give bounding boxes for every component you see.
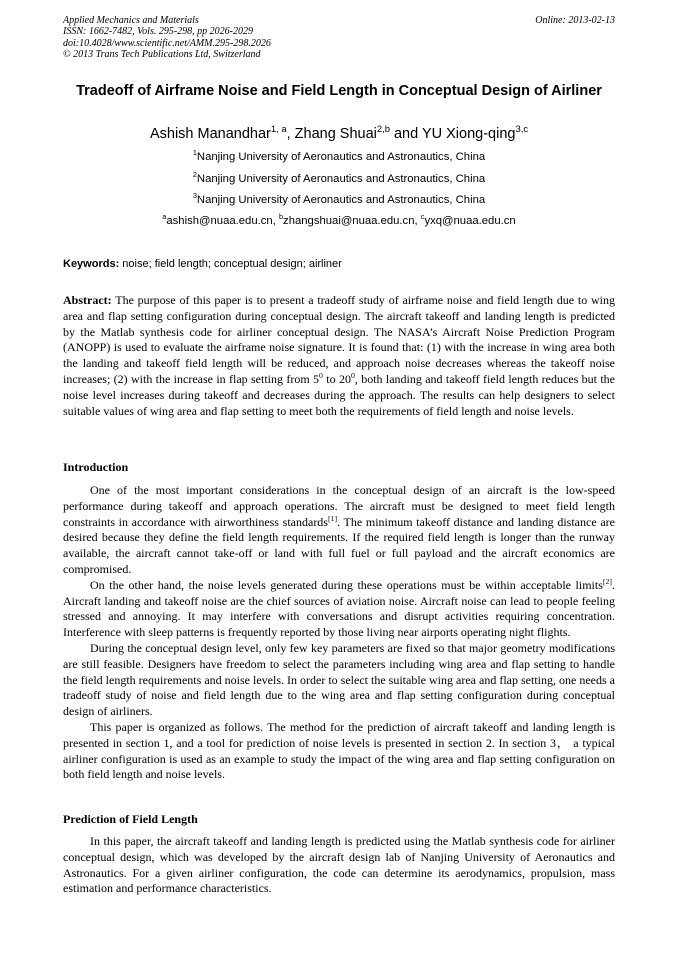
author-list — [63, 125, 615, 143]
journal-header — [63, 15, 615, 60]
issn-line: ISSN: 1662-7482, Vols. 295-298, pp 2026-2029 — [63, 26, 253, 38]
introduction-body — [63, 483, 615, 783]
author-2: Zhang Shuai — [294, 126, 377, 142]
affiliation-3-text: Nanjing University of Aeronautics and Astronautics, China — [196, 194, 486, 206]
affiliation-1-text: Nanjing University of Aeronautics and Astronautics, China — [196, 151, 486, 163]
citation-ref[interactable]: [1] — [327, 513, 338, 523]
email-c-sup: c — [420, 212, 425, 222]
email-a-sup: a — [162, 212, 167, 222]
intro-paragraph-1 — [63, 483, 615, 578]
email-c[interactable]: yxq@nuaa.edu.cn — [424, 215, 516, 227]
citation-ref[interactable]: [2] — [602, 576, 612, 586]
prediction-heading: Prediction of Field Length — [63, 812, 198, 826]
affiliation-2 — [63, 172, 615, 186]
keywords-text: noise; field length; conceptual design; airliner — [119, 258, 342, 270]
online-date: Online: 2013-02-13 — [535, 15, 615, 26]
journal-name: Applied Mechanics and Materials — [63, 15, 199, 26]
abstract-text-3: , both landing and takeoff field length reduces but the noise level increases during takeoff and decreases during the approach. The results can help designers to select suitable values of wing area and flap setting to meet both the requirements of field length and noise levels. — [63, 371, 615, 418]
intro-p1-text: . The minimum takeoff distance and landing distance are desired because they define the field length requirements. If the required field length is longer than the runway available, the aircraft cannot take-off or land with full fuel or full payload and the aircraft economics are compromised. — [63, 514, 615, 576]
abstract-degree-sup: 0 — [350, 370, 355, 380]
affiliation-1 — [63, 150, 615, 164]
author-separator: , — [286, 126, 295, 142]
author-separator: and — [389, 126, 422, 142]
intro-p1-text: One of the most important considerations in the conceptual design of an aircraft is the low-speed performance during takeoff and approach operations. The aircraft must be designed to meet field length constraints in accordance with airworthiness standards — [63, 483, 615, 529]
keywords-label: Keywords: — [63, 258, 120, 270]
intro-paragraph-4: This paper is organized as follows. The method for the prediction of aircraft takeoff and landing length is presented in section 1, and a tool for prediction of noise levels is presented in section 2. In section 3， a typical airliner configuration is used as an example to study the impact of the wing area and flap setting configuration on both field length and noise levels. — [63, 719, 615, 782]
paper-title: Tradeoff of Airframe Noise and Field Length in Conceptual Design of Airliner — [76, 83, 602, 99]
author-3: YU Xiong-qing — [421, 126, 516, 142]
prediction-paragraph-1: In this paper, the aircraft takeoff and landing length is predicted using the Matlab synthesis code for airliner conceptual design, which was developed by the aircraft design lab of Nanjing University of Aeronautics and Astronautics. For a given airliner configuration, the code can determine its aerodynamics, propulsion, mass estimation and performance characteristics. — [63, 834, 615, 896]
email-b[interactable]: zhangshuai@nuaa.edu.cn, — [283, 215, 421, 227]
abstract-degree-sup: 0 — [319, 370, 323, 380]
doi-line[interactable]: doi:10.4028/www.scientific.net/AMM.295-298.2026 — [63, 37, 271, 49]
affiliation-2-sup: 2 — [192, 170, 197, 180]
author-1-sup: 1, a — [270, 123, 287, 135]
abstract — [63, 293, 615, 419]
affiliation-3-sup: 3 — [192, 191, 197, 201]
keywords — [63, 257, 615, 271]
prediction-body — [63, 834, 615, 897]
abstract-text-2: to 20 — [322, 371, 351, 386]
abstract-text-1: The purpose of this paper is to present a tradeoff study of airframe noise and field length due to wing area and flap setting configuration during conceptual design. The aircraft takeoff and landing length is predicted by the Matlab synthesis code for airliner conceptual design. The NASA’s Aircraft Noise Prediction Program (ANOPP) is used to evaluate the airframe noise signature. It is found that: (1) with the increase in wing area both the landing and takeoff field length will be reduced, and approach noise decreases whereas the takeoff noise increases; (2) with the increase in flap setting from 5 — [63, 293, 615, 386]
email-b-sup: b — [278, 212, 284, 222]
email-line — [63, 214, 615, 228]
author-2-sup: 2,b — [376, 123, 390, 135]
affiliation-1-sup: 1 — [192, 148, 197, 158]
intro-paragraph-2 — [63, 578, 615, 641]
intro-paragraph-3: During the conceptual design level, only few key parameters are fixed so that major geometry modifications are still feasible. Designers have freedom to select the parameters including wing area and flap setting to handle the field length requirements and noise levels. In order to select the suitable wing area and flap setting, one needs a tradeoff study of noise and field length due to the wing area and flap setting configuration during conceptual design of airliners. — [63, 640, 615, 719]
introduction-heading: Introduction — [63, 460, 129, 474]
abstract-label: Abstract: — [63, 293, 112, 307]
author-1: Ashish Manandhar — [149, 126, 271, 142]
affiliation-3 — [63, 193, 615, 207]
copyright-line: © 2013 Trans Tech Publications Ltd, Switzerland — [63, 48, 261, 60]
author-3-sup: 3,c — [515, 123, 529, 135]
affiliation-2-text: Nanjing University of Aeronautics and Astronautics, China — [196, 173, 486, 185]
email-a[interactable]: ashish@nuaa.edu.cn, — [166, 215, 279, 227]
intro-p2-text: On the other hand, the noise levels generated during these operations must be within acceptable limits — [90, 577, 603, 592]
intro-p2-text: . Aircraft landing and takeoff noise are the chief sources of aviation noise. Aircraft noise can lead to people feeling stressed and annoying. It may interfere with conversations and disrupt activities requiring concentration. Interference with sleep patterns is frequently reported by those living near airports operating night flights. — [63, 577, 615, 640]
